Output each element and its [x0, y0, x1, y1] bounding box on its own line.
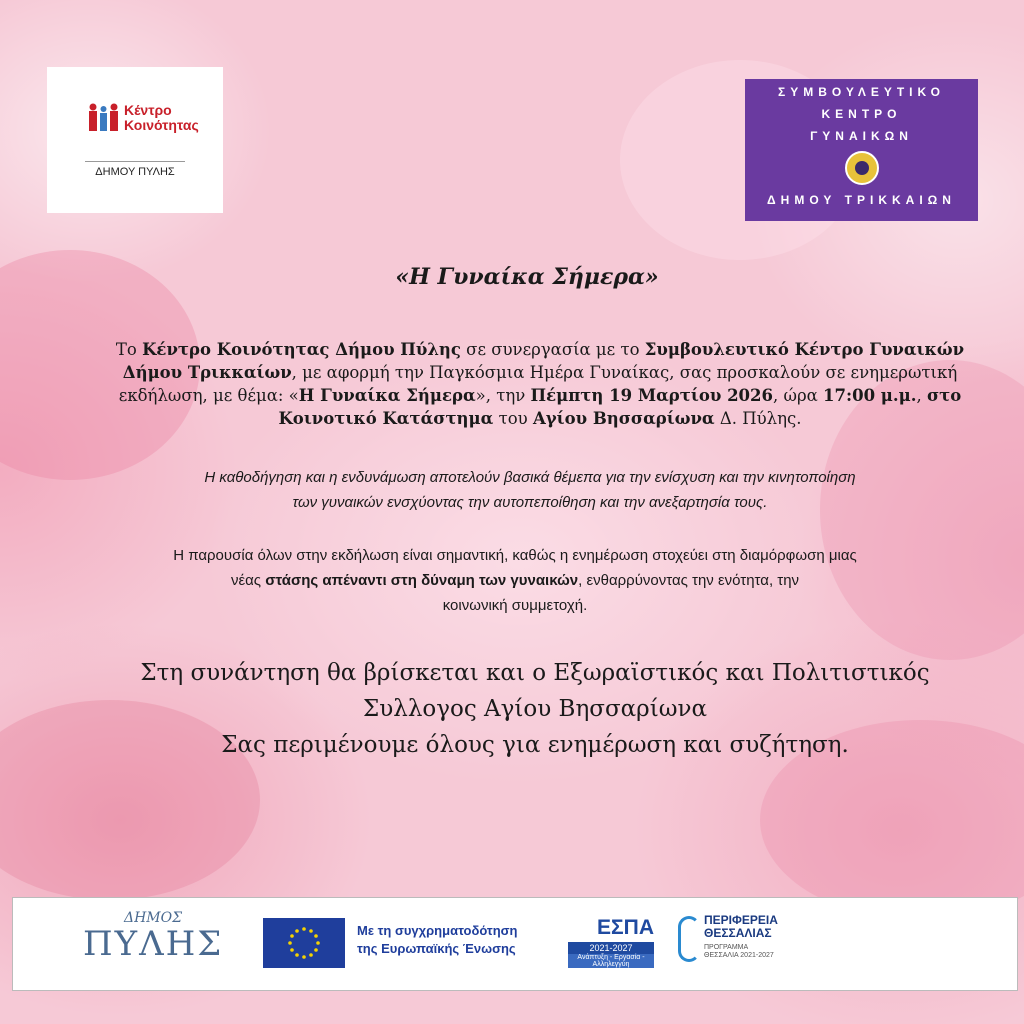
left-logo-line2: Κοινότητας: [124, 117, 199, 133]
text-line: ΠΡΟΓΡΑΜΜΑ: [704, 944, 749, 951]
text-line: ΘΕΣΣΑΛΙΑΣ: [704, 926, 772, 940]
divider: [85, 161, 185, 162]
text: Το: [115, 340, 143, 359]
text-line: ΠΕΡΙΦΕΡΕΙΑ: [704, 913, 778, 927]
eu-cofunding-text: [357, 922, 518, 958]
organizer-name: Κέντρο Κοινότητας Δήμου Πύλης: [142, 340, 461, 359]
text: σε συνεργασία με το: [460, 340, 645, 359]
dimos-pylis-logo: [83, 908, 223, 978]
espa-logo: [568, 916, 654, 968]
perifereia-thessalias-logo: [678, 914, 798, 974]
region-emblem-icon: [678, 916, 700, 962]
event-time: 17:00 μ.μ.: [823, 386, 917, 405]
right-logo-line3: ΓΥΝΑΙΚΩΝ: [810, 129, 913, 143]
text-line: Σας περιμένουμε όλους για ενημέρωση και συζήτηση.: [221, 732, 849, 758]
municipal-seal-icon: [845, 151, 879, 185]
text-line: Με τη συγχρηματοδότηση: [357, 923, 518, 938]
eu-flag-icon: [263, 918, 345, 968]
region-name: [704, 914, 778, 940]
text-line: Συλλογος Αγίου Βησσαρίωνα: [363, 696, 707, 722]
kentro-koinotitas-logo: [47, 67, 223, 213]
text-line: της Ευρωπαϊκής Ένωσης: [357, 941, 516, 956]
region-program: [704, 944, 774, 960]
espa-years: 2021-2027: [568, 942, 654, 954]
pylis-logo-main: ΠΥΛΗΣ: [83, 924, 224, 964]
symvouleftiko-kentro-logo: [745, 79, 978, 221]
partner-name: Συμβουλευτικό Κέντρο Γυναικών Δήμου Τρικκαίων: [122, 340, 965, 382]
text-line: των γυναικών ενσχύοντας την αυτοπεποίθηση και την ανεξαρτησία τους.: [292, 494, 768, 511]
event-theme: Η Γυναίκα Σήμερα: [298, 386, 476, 405]
right-logo-line1: ΣΥΜΒΟΥΛΕΥΤΙΚΟ: [778, 85, 945, 99]
espa-tagline: Ανάπτυξη - Εργασία - Αλληλεγγύη: [568, 954, 654, 968]
text: », την: [475, 386, 531, 405]
text-line: ΘΕΣΣΑΛΙΑ 2021-2027: [704, 952, 774, 959]
invitation-paragraph: [100, 338, 980, 430]
right-logo-line2: ΚΕΝΤΡΟ: [821, 107, 902, 121]
left-logo-line3: ΔΗΜΟΥ ΠΥΛΗΣ: [95, 166, 175, 178]
emphasis-text: στάσης απέναντι στη δύναμη των γυναικών: [265, 572, 579, 589]
text: νέας: [230, 572, 266, 589]
event-location: Αγίου Βησσαρίωνα: [532, 409, 715, 428]
text: Δ. Πύλης.: [714, 409, 802, 428]
pylis-logo-top: ΔΗΜΟΣ: [123, 910, 183, 926]
text: του: [493, 409, 533, 428]
text-line: Η καθοδήγηση και η ενδυνάμωση αποτελούν βασικά θέμεπα για την ενίσχυση και την κινητοποίηση: [204, 469, 856, 486]
sponsor-footer: [12, 897, 1018, 991]
closing-paragraph: [60, 655, 1010, 763]
empowerment-paragraph: [100, 465, 960, 515]
event-date: Πέμπτη 19 Μαρτίου 2026: [530, 386, 773, 405]
people-icon: [89, 103, 119, 137]
participation-paragraph: [70, 543, 960, 618]
text: , ώρα: [773, 386, 824, 405]
left-logo-line1: Κέντρο: [124, 102, 172, 118]
text: , με αφορμή την Παγκόσμια Ημέρα Γυναίκας, σας προσκαλούν σε ενημερωτική εκδήλωση, με θέμα: «: [118, 363, 958, 405]
text: ,: [916, 386, 927, 405]
text: , ενθαρρύνοντας την ενότητα, την: [578, 572, 800, 589]
text-line: κοινωνική συμμετοχή.: [442, 597, 588, 614]
event-venue: στο Κοινοτικό Κατάστημα: [278, 386, 962, 428]
right-logo-line4: ΔΗΜΟΥ ΤΡΙΚΚΑΙΩΝ: [767, 193, 956, 207]
text-line: Στη συνάντηση θα βρίσκεται και ο Εξωραϊστικός και Πολιτιστικός: [140, 660, 930, 686]
event-title: «Η Γυναίκα Σήμερα»: [395, 264, 659, 290]
text-line: [70, 568, 960, 593]
espa-name: ΕΣΠΑ: [597, 916, 654, 939]
text-line: Η παρουσία όλων στην εκδήλωση είναι σημαντική, καθώς η ενημέρωση στοχεύει στη διαμόρφωση μιας: [173, 547, 857, 564]
